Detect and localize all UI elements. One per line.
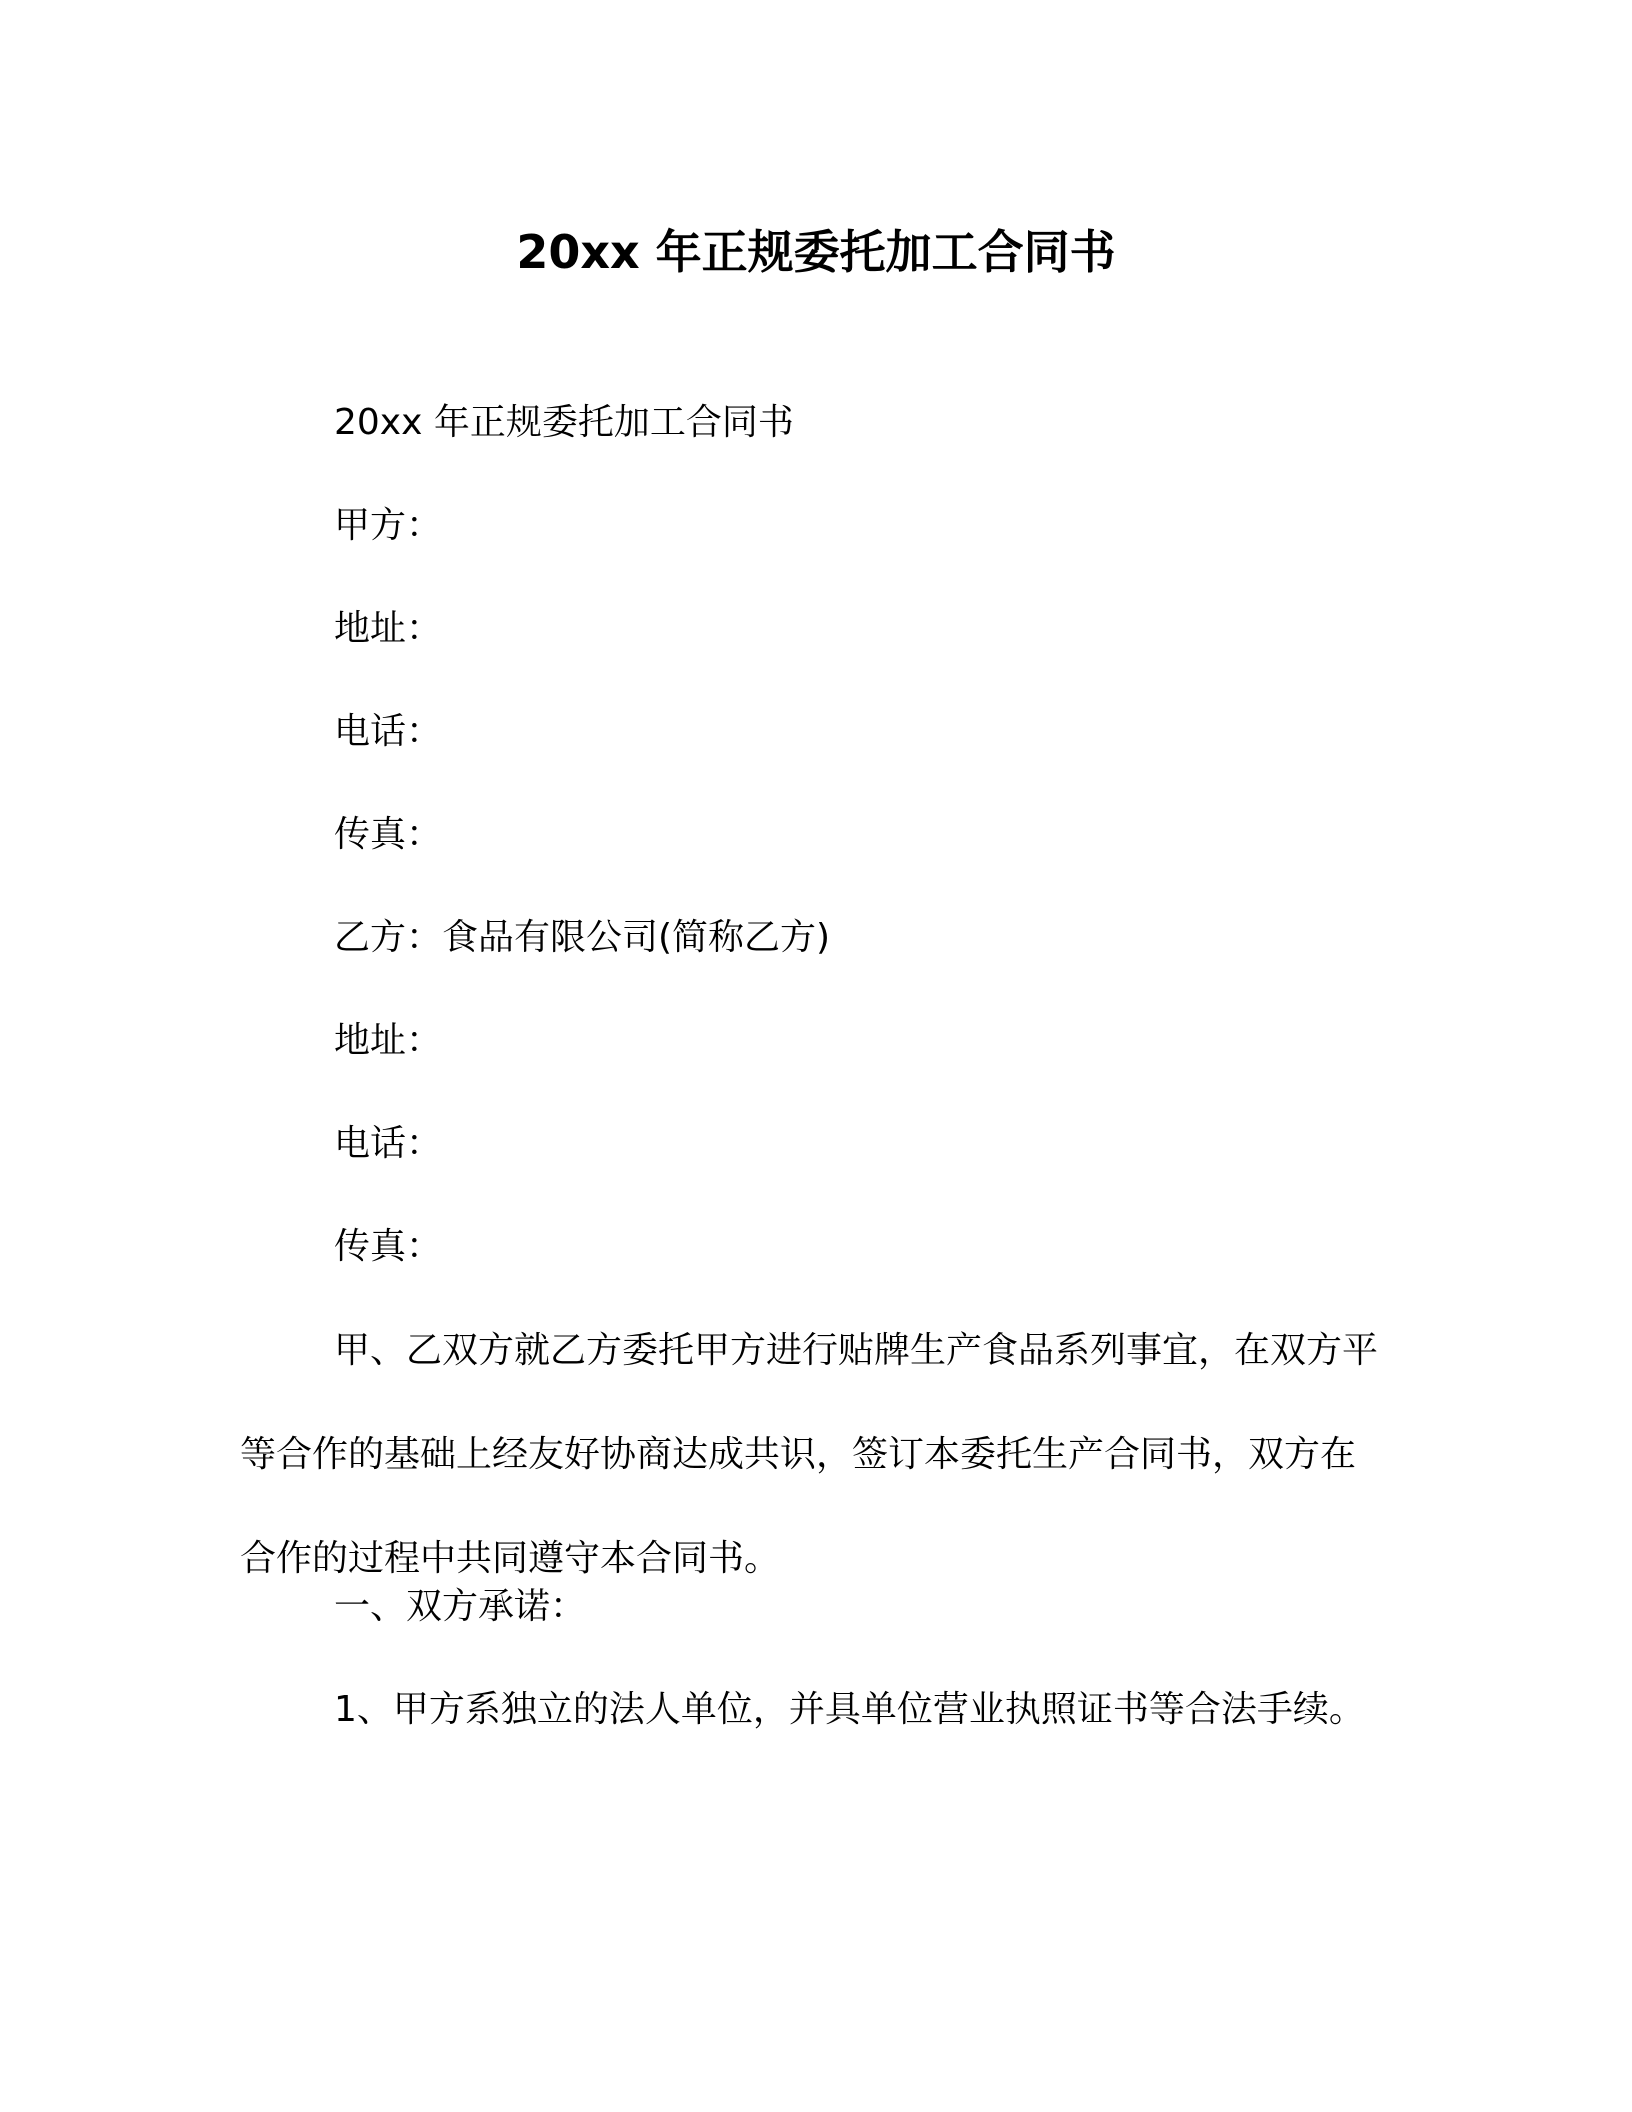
party-b-address-label: 地址： bbox=[334, 1020, 443, 1061]
party-a-address-label: 地址： bbox=[334, 608, 443, 649]
intro-paragraph: 甲、乙双方就乙方委托甲方进行贴牌生产食品系列事宜，在双方平等合作的基础上经友好协商达成共识，签订本委托生产合同书，双方在合作的过程中共同遵守本合同书。 bbox=[240, 1330, 1379, 1579]
clause-1: 1、甲方系独立的法人单位，并具单位营业执照证书等合法手续。 bbox=[334, 1689, 1365, 1730]
party-a-fax-label: 传真： bbox=[334, 814, 443, 855]
party-b-label: 乙方：食品有限公司(简称乙方) bbox=[334, 917, 831, 958]
party-a-label: 甲方： bbox=[334, 505, 443, 546]
document-title: 20xx 年正规委托加工合同书 bbox=[516, 225, 1116, 279]
section-heading: 一、双方承诺： bbox=[334, 1586, 587, 1627]
party-b-fax-label: 传真： bbox=[334, 1226, 443, 1267]
party-b-phone-label: 电话： bbox=[334, 1123, 443, 1164]
party-a-phone-label: 电话： bbox=[334, 711, 443, 752]
document-subtitle: 20xx 年正规委托加工合同书 bbox=[334, 402, 794, 443]
